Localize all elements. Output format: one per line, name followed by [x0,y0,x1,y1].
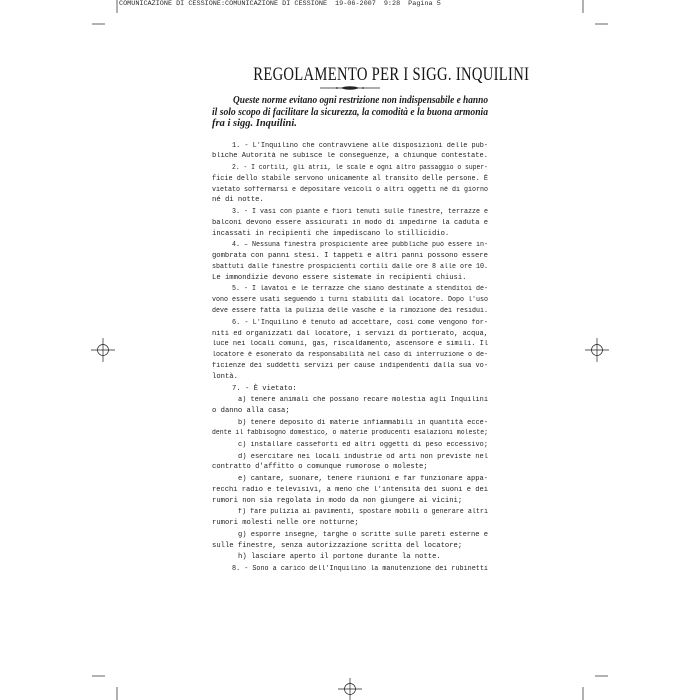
text-line [212,151,488,162]
text-line [212,518,488,529]
intro-line-text: fra i sigg. Inquilini. [212,118,297,129]
line-text: a) tenere animali che possano recare molestia agli Inquilini [238,396,488,405]
line-text: ficienze dei suddetti servizi per cause indipendenti dalla sua vo- [212,362,488,371]
line-text: lontà. [212,372,238,381]
ornament-dot [362,87,364,89]
line-text: dente il fabbisogno domestico, o materie producenti esalazioni moleste; [212,429,488,438]
slug-time: 9:28 [383,0,401,8]
text-line [212,395,488,406]
rule-item [212,452,488,474]
line-text: 7. - È vietato: [232,384,297,393]
line-text: deve essere fatta la pulizia delle vasche e la rimozione dei residui. [212,307,488,316]
print-slug [119,0,441,9]
intro-line-text: Queste norme evitano ogni restrizione non indispensabile e hanno [233,95,488,106]
text-line [212,174,488,185]
text-line [212,306,488,317]
document-title [212,64,530,85]
rules-list [212,141,488,575]
line-text: ficie dello stabile servono unicamente al transito delle persone. È [212,174,488,183]
text-line [212,428,488,439]
intro-line [212,107,488,119]
line-text: d) esercitare nei locali industrie od arti non previste nel [238,452,488,461]
text-line [212,185,488,196]
text-line [212,273,488,284]
text-line [212,229,488,240]
text-line [212,452,488,463]
text-line [212,530,488,541]
rule-item [212,395,488,417]
line-text: gombrata con panni stesi. I tappeti e altri panni possono essere [212,252,488,261]
line-text: f) fare pulizia ai pavimenti, spostare mobili o generare altri [238,508,488,517]
text-line [212,552,488,563]
document-title-text: REGOLAMENTO PER I SIGG. INQUILINI [253,64,530,85]
title-ornament [318,84,382,92]
text-line [212,218,488,229]
line-text: Le immondizie devono essere sistemate in recipienti chiusi. [212,273,467,282]
line-text: luce nei locali comuni, gas, riscaldamento, ascensore e simili. Il [212,340,488,349]
rule-item [212,418,488,440]
text-line [212,541,488,552]
line-text: bliche Autorità ne subisce le conseguenze, a chiunque contestate. [212,152,488,161]
text-line [212,295,488,306]
ornament-dot [336,87,338,89]
text-line [212,284,488,295]
text-line [212,361,488,372]
line-text: 6. - L'Inquilino è tenuto ad accettare, così come vengono for- [232,318,488,327]
slug-date: 19-06-2007 [335,0,376,8]
rule-paragraph [212,240,488,283]
registration-mark [338,678,362,700]
rule-paragraph [212,284,488,317]
line-text: incassati in recipienti che impediscano lo stillicidio. [212,229,450,238]
text-line [212,462,488,473]
line-text: g) esporre insegne, targhe o scritte sulle pareti esterne e [238,530,488,539]
rule-paragraph [212,318,488,383]
registration-mark [585,338,609,362]
line-text: 5. - I lavatoi e le terrazze che siano destinate a stenditoi de- [232,285,488,294]
line-text: contratto d'affitto o comunque rumorose o moleste; [212,463,428,472]
line-text: niti ed organizzati dal locatore, i servizi di portierato, acqua, [212,329,488,338]
rule-item [212,530,488,552]
text-line [212,207,488,218]
line-text: vono essere usati seguendo i turni stabiliti dal locatore. Dopo l'uso [212,296,488,305]
line-text: o danno alla casa; [212,407,290,415]
text-line [212,339,488,350]
line-text: b) tenere deposito di materie infiammabili in quantità ecce- [238,418,488,427]
text-line [212,474,488,485]
rule-item [212,474,488,507]
intro-paragraph [212,95,488,130]
rule-paragraph [212,384,488,564]
text-line [212,262,488,273]
ornament-lozenge [340,86,360,89]
line-text: c) installare casseforti ed altri oggetti di peso eccessivo; [238,441,488,450]
rule-paragraph [212,207,488,240]
line-text: vietato soffermarsi e depositare veicoli o altri oggetti né di giorno [212,185,488,194]
rule-paragraph [212,163,488,206]
rule-item [212,552,488,563]
intro-line-text: il solo scopo di facilitare la sicurezza, la comodità e la buona armonia [212,106,488,118]
text-line [212,496,488,507]
text-line [212,240,488,251]
line-text: 2. - I cortili, gli atrii, le scale e ogni altro passaggio o super- [232,163,488,172]
rule-paragraph [212,564,488,575]
text-line [212,564,488,575]
line-text: sulle finestre, senza autorizzazione scritta del locatore; [212,541,463,550]
line-text: 3. - I vasi con piante e fiori tenuti sulle finestre, terrazze e [232,208,488,217]
text-line [212,141,488,152]
line-text: recchi radio e televisivi, a meno che l'intensità dei suoni e dei [212,485,488,494]
registration-mark [91,338,115,362]
text-line [212,251,488,262]
slug-page: Pagina 5 [408,0,441,8]
rule-item [212,507,488,529]
text-line [212,163,488,174]
text-line [212,507,488,518]
intro-line [212,118,488,130]
text-line [212,485,488,496]
text-line [212,318,488,329]
text-line [212,372,488,383]
text-line [212,440,488,451]
text-line [212,329,488,340]
line-text: locatore è esonerato da responsabilità nel caso di interruzione o de- [212,351,488,360]
line-text: 1. - L'Inquilino che contravviene alle disposizioni delle pub- [232,141,488,150]
rule-paragraph [212,141,488,163]
rule-item [212,440,488,451]
text-line [212,418,488,429]
line-text: 8. - Sono a carico dell'Inquilino la manutenzione dei rubinetti [232,564,488,573]
line-text: h) lasciare aperto il portone durante la notte. [238,553,441,562]
text-line [212,406,488,417]
line-text: balconi devono essere assicurati in modo di impedirne la caduta e [212,218,488,227]
line-text: né di notte. [212,196,264,205]
line-text: 4. – Nessuna finestra prospiciente aree pubbliche può essere in- [232,241,488,250]
text-line [212,350,488,361]
text-line [212,384,488,395]
line-text: sbattuti dalle finestre prospicienti cortili dalle ore 8 alle ore 10. [212,263,488,272]
line-text: rumori non sia regolata in modo da non giungere ai vicini; [212,496,463,505]
text-line [212,195,488,206]
slug-file-name: COMUNICAZIONE DI CESSIONE:COMUNICAZIONE DI CESSIONE [119,0,328,8]
line-text: rumori molesti nelle ore notturne; [212,519,359,528]
line-text: e) cantare, suonare, tenere riunioni e far funzionare appa- [238,475,488,484]
intro-line [212,95,488,107]
